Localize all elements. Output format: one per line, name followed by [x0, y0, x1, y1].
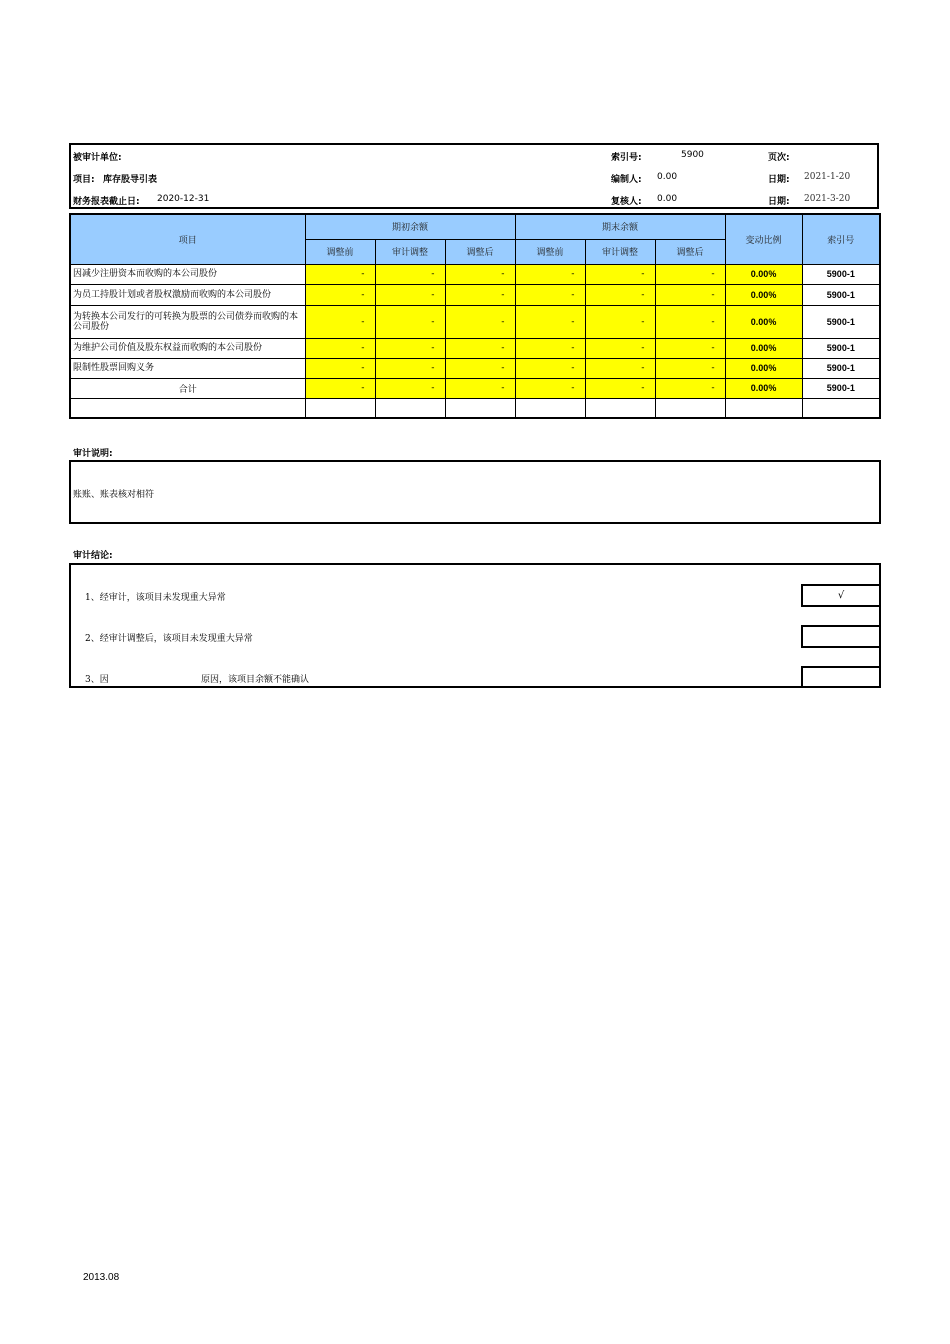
page-label: 页次: [768, 153, 790, 163]
row-item: 限制性股票回购义务 [70, 358, 305, 378]
col-change-header: 变动比例 [725, 214, 802, 264]
cell-value: - [655, 284, 725, 305]
cell-value: - [375, 358, 445, 378]
total-row [70, 378, 880, 398]
cell-value: - [375, 305, 445, 338]
cell-value: - [515, 305, 585, 338]
group-begin-header: 期初余额 [305, 214, 515, 239]
project-value: 库存股导引表 [103, 175, 158, 185]
change-ratio: 0.00% [725, 264, 802, 284]
index-value: 5900 [681, 150, 704, 160]
cell-value: - [445, 338, 515, 358]
explanation-title: 审计说明: [73, 449, 113, 459]
cell-value: - [585, 358, 655, 378]
cell-value: - [375, 284, 445, 305]
total-label: 合计 [70, 378, 305, 398]
row-index: 5900-1 [802, 284, 880, 305]
header-block [69, 143, 879, 209]
total-value: - [375, 378, 445, 398]
reviewer-value: 0.00 [657, 194, 678, 204]
row-index: 5900-1 [802, 338, 880, 358]
conclusion-title: 审计结论: [73, 551, 113, 561]
cell-value: - [655, 305, 725, 338]
cell-value: - [585, 284, 655, 305]
audited-unit-label: 被审计单位: [73, 153, 122, 163]
cell-value: - [655, 338, 725, 358]
row-index: 5900-1 [802, 264, 880, 284]
cell-value: - [305, 305, 375, 338]
conclusion-checkbox-2[interactable] [801, 625, 881, 648]
date-label-2: 日期: [768, 197, 790, 207]
version-footer: 2013.08 [83, 1272, 120, 1283]
conclusion-item-3-suffix: 原因，该项目余额不能确认 [201, 675, 310, 685]
date-value-2: 2021-3-20 [804, 194, 851, 204]
change-ratio: 0.00% [725, 338, 802, 358]
stock-table [69, 213, 881, 419]
row-item: 为维护公司价值及股东权益而收购的本公司股份 [70, 338, 305, 358]
change-ratio: 0.00% [725, 284, 802, 305]
sub-after-begin: 调整后 [445, 239, 515, 264]
cell-value: - [375, 264, 445, 284]
cell-value: - [655, 264, 725, 284]
row-index: 5900-1 [802, 358, 880, 378]
date-value-1: 2021-1-20 [804, 172, 851, 182]
sub-audit-end: 审计调整 [585, 239, 655, 264]
total-index: 5900-1 [802, 378, 880, 398]
cell-value: - [445, 305, 515, 338]
cell-value: - [515, 264, 585, 284]
explanation-box [69, 460, 881, 524]
cell-value: - [445, 264, 515, 284]
explanation-text: 账账、账表核对相符 [73, 490, 155, 500]
table-row [70, 284, 880, 305]
table-row [70, 264, 880, 284]
table-row [70, 305, 880, 338]
sub-after-end: 调整后 [655, 239, 725, 264]
total-value: - [655, 378, 725, 398]
reviewer-label: 复核人: [611, 197, 642, 207]
cell-value: - [305, 338, 375, 358]
project-label: 项目: [73, 175, 95, 185]
row-item: 为员工持股计划或者股权激励而收购的本公司股份 [70, 284, 305, 305]
cell-value: - [515, 338, 585, 358]
preparer-label: 编制人: [611, 175, 642, 185]
preparer-value: 0.00 [657, 172, 678, 182]
empty-row [70, 398, 880, 418]
conclusion-checkbox-3[interactable] [801, 666, 881, 688]
cell-value: - [655, 358, 725, 378]
table-row [70, 358, 880, 378]
cell-value: - [375, 338, 445, 358]
table-row [70, 338, 880, 358]
sub-before-begin: 调整前 [305, 239, 375, 264]
cell-value: - [305, 264, 375, 284]
change-ratio: 0.00% [725, 358, 802, 378]
total-value: - [445, 378, 515, 398]
total-value: - [585, 378, 655, 398]
conclusion-item-2: 2、经审计调整后，该项目未发现重大异常 [85, 634, 253, 644]
total-value: - [305, 378, 375, 398]
row-item: 为转换本公司发行的可转换为股票的公司债券而收购的本公司股份 [70, 305, 305, 338]
cell-value: - [305, 358, 375, 378]
total-value: - [515, 378, 585, 398]
period-label: 财务报表截止日: [73, 197, 140, 207]
row-index: 5900-1 [802, 305, 880, 338]
cell-value: - [515, 358, 585, 378]
date-label-1: 日期: [768, 175, 790, 185]
cell-value: - [445, 284, 515, 305]
change-ratio: 0.00% [725, 305, 802, 338]
sub-before-end: 调整前 [515, 239, 585, 264]
col-item-header: 项目 [70, 214, 305, 264]
conclusion-item-3-prefix: 3、因 [85, 675, 109, 685]
cell-value: - [515, 284, 585, 305]
index-label: 索引号: [611, 153, 642, 163]
col-index-header: 索引号 [802, 214, 880, 264]
cell-value: - [305, 284, 375, 305]
group-end-header: 期末余额 [515, 214, 725, 239]
row-item: 因减少注册资本而收购的本公司股份 [70, 264, 305, 284]
conclusion-checkbox-1[interactable]: √ [801, 584, 881, 607]
conclusion-item-1: 1、经审计，该项目未发现重大异常 [85, 593, 226, 603]
cell-value: - [585, 338, 655, 358]
cell-value: - [445, 358, 515, 378]
total-change-ratio: 0.00% [725, 378, 802, 398]
sub-audit-begin: 审计调整 [375, 239, 445, 264]
period-value: 2020-12-31 [157, 194, 210, 204]
cell-value: - [585, 264, 655, 284]
conclusion-box [69, 563, 881, 688]
cell-value: - [585, 305, 655, 338]
